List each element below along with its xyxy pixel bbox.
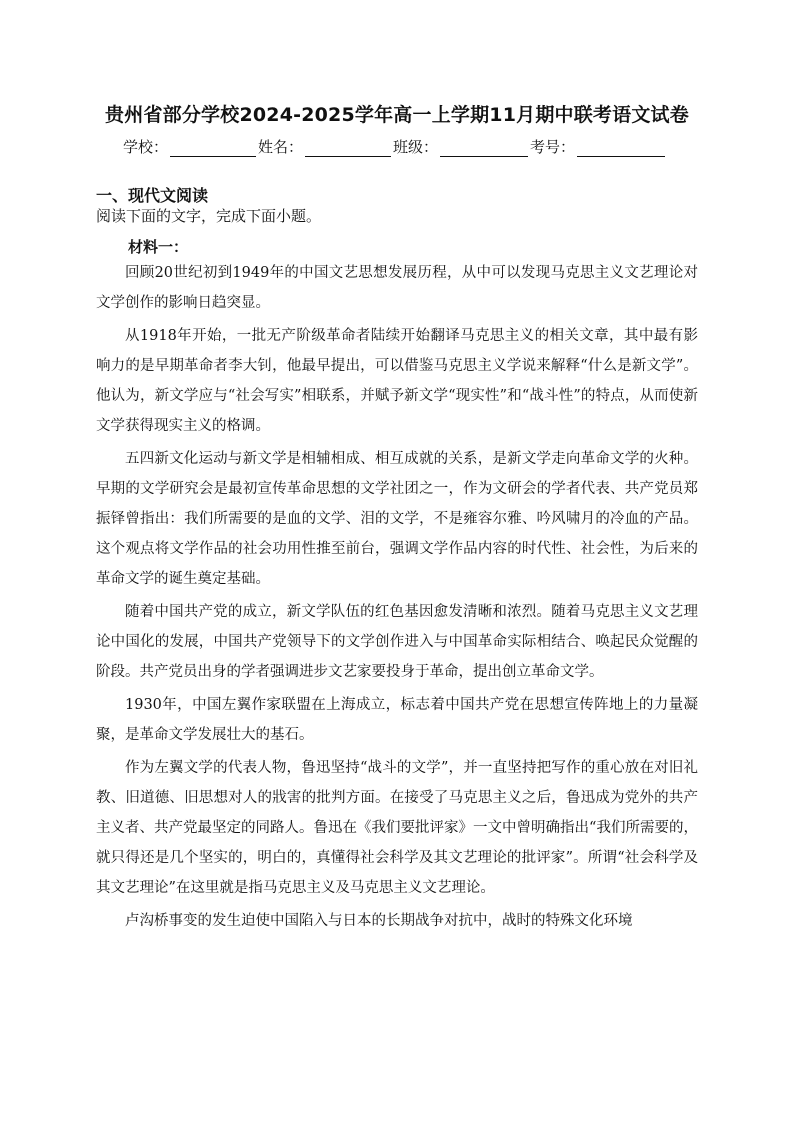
passage-paragraph: 从1918年开始，一批无产阶级革命者陆续开始翻译马克思主义的相关文章，其中最有影响力的是早期革命者李大钊，他最早提出，可以借鉴马克思主义学说来解释“什么是新文学”。他认为，新文学应与“社会写实”相联系，并赋予新文学“现实性”和“战斗性”的特点，从而使新文学获得现实主义的格调。 bbox=[96, 328, 698, 434]
passage-paragraph: 1930年，中国左翼作家联盟在上海成立，标志着中国共产党在思想宣传阵地上的力量凝聚，是革命文学发展壮大的基石。 bbox=[96, 697, 698, 743]
school-blank[interactable] bbox=[170, 140, 256, 157]
class-label: 班级： bbox=[393, 138, 439, 156]
material-label: 材料一： bbox=[128, 238, 189, 256]
name-label: 姓名： bbox=[258, 138, 304, 156]
passage-paragraph: 回顾20世纪初到1949年的中国文艺思想发展历程，从中可以发现马克思主义文艺理论对文学创作的影响日趋突显。 bbox=[96, 265, 698, 311]
document-title: 贵州省部分学校2024-2025学年高一上学期11月期中联考语文试卷 bbox=[105, 104, 689, 126]
class-blank[interactable] bbox=[440, 140, 528, 157]
name-blank[interactable] bbox=[305, 140, 391, 157]
passage-paragraph: 作为左翼文学的代表人物，鲁迅坚持“战斗的文学”，并一直坚持把写作的重心放在对旧礼教、旧道德、旧思想对人的戕害的批判方面。在接受了马克思主义之后，鲁迅成为党外的共产主义者、共产党最坚定的同路人。鲁迅在《我们要批评家》一文中曾明确指出“我们所需要的，就只得还是几个坚实的，明白的，真懂得社会科学及其文艺理论的批评家”。所谓“社会科学及其文艺理论”在这里就是指马克思主义及马克思主义文艺理论。 bbox=[96, 760, 698, 896]
passage-paragraph: 卢沟桥事变的发生迫使中国陷入与日本的长期战争对抗中，战时的特殊文化环境 bbox=[125, 913, 633, 929]
section-heading: 一、现代文阅读 bbox=[96, 186, 209, 205]
student-info-row bbox=[123, 136, 683, 157]
school-label: 学校： bbox=[123, 138, 169, 156]
reading-instruction: 阅读下面的文字，完成下面小题。 bbox=[96, 207, 322, 225]
exam-number-blank[interactable] bbox=[577, 140, 665, 157]
passage-body bbox=[96, 258, 698, 939]
passage-paragraph: 五四新文化运动与新文学是相辅相成、相互成就的关系，是新文学走向革命文学的火种。早期的文学研究会是最初宣传革命思想的文学社团之一，作为文研会的学者代表、共产党员郑振铎曾指出：我们所需要的是血的文学、泪的文学，不是雍容尔雅、吟风啸月的冷血的产品。这个观点将文学作品的社会功用性推至前台，强调文学作品内容的时代性、社会性，为后来的革命文学的诞生奠定基础。 bbox=[96, 451, 698, 587]
exam-number-label: 考号： bbox=[530, 138, 576, 156]
passage-paragraph: 随着中国共产党的成立，新文学队伍的红色基因愈发清晰和浓烈。随着马克思主义文艺理论中国化的发展，中国共产党领导下的文学创作进入与中国革命实际相结合、唤起民众觉醒的阶段。共产党员出身的学者强调进步文艺家要投身于革命，提出创立革命文学。 bbox=[96, 604, 698, 680]
